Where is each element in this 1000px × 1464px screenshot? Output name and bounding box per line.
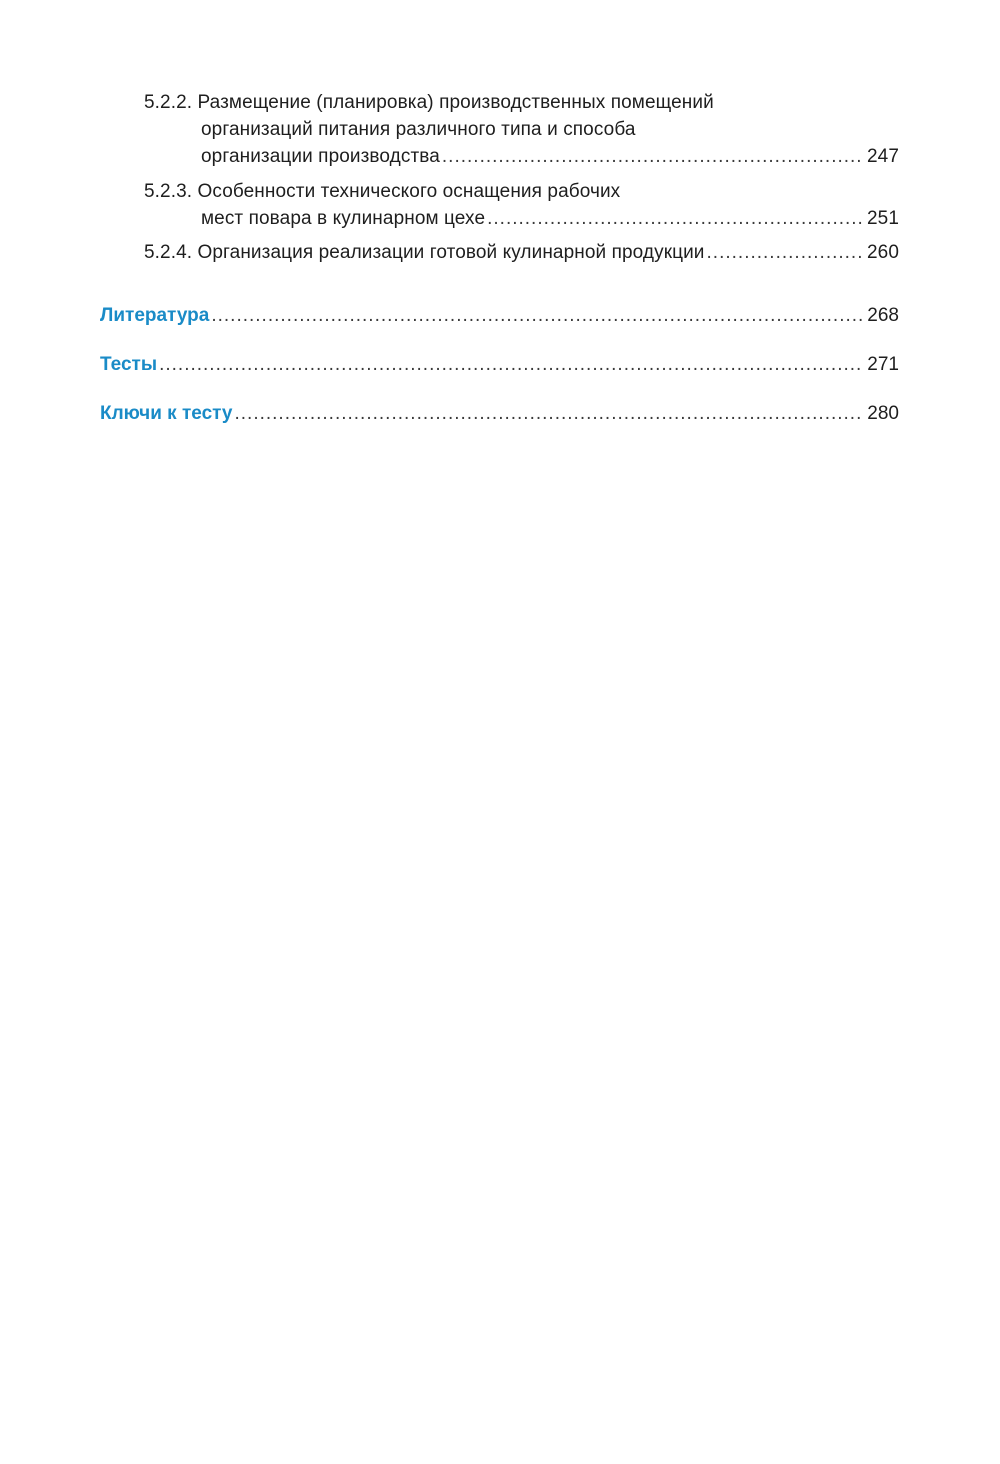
dot-leader	[159, 351, 863, 378]
toc-entry-test-keys[interactable]	[100, 400, 899, 427]
toc-entry-5-2-2[interactable]	[144, 89, 899, 170]
dot-leader	[234, 400, 863, 427]
toc-entry-title-line: организаций питания различного типа и способа	[201, 119, 636, 140]
toc-section-title: Ключи к тесту	[100, 403, 233, 424]
toc-entry-title-line: 5.2.3. Особенности технического оснащения рабочих	[144, 181, 621, 202]
toc-entry-tests[interactable]	[100, 351, 899, 378]
toc-page-number: 280	[867, 403, 899, 424]
toc-entry-leader-row	[100, 302, 899, 329]
toc-section-title: Тесты	[100, 354, 158, 375]
toc-entry-leader-row	[144, 143, 899, 170]
dot-leader	[487, 205, 863, 232]
toc-entry-5-2-4[interactable]	[144, 239, 899, 266]
toc-entry-literature[interactable]	[100, 302, 899, 329]
toc-section-title: Литература	[100, 305, 210, 326]
toc-entry-leader-row	[100, 400, 899, 427]
toc-entry-5-2-3[interactable]	[144, 178, 899, 232]
toc-page-number: 247	[866, 146, 899, 167]
toc-entry-leader-row	[144, 239, 899, 266]
toc-page-number: 271	[867, 354, 899, 375]
dot-leader	[211, 302, 863, 329]
dot-leader	[707, 239, 863, 266]
toc-entry-title-line: 5.2.4. Организация реализации готовой кулинарной продукции	[144, 242, 705, 263]
dot-leader	[442, 143, 863, 170]
toc-entry-leader-row	[100, 351, 899, 378]
toc-entry-leader-row	[144, 205, 899, 232]
toc-page-number: 260	[866, 242, 899, 263]
toc-entry-title-line: организации производства	[201, 146, 440, 167]
toc-page-number: 251	[866, 208, 899, 229]
toc-entry-title-line: 5.2.2. Размещение (планировка) производственных помещений	[144, 92, 714, 113]
toc-entry-title-line: мест повара в кулинарном цехе	[201, 208, 486, 229]
toc-page-number: 268	[867, 305, 899, 326]
